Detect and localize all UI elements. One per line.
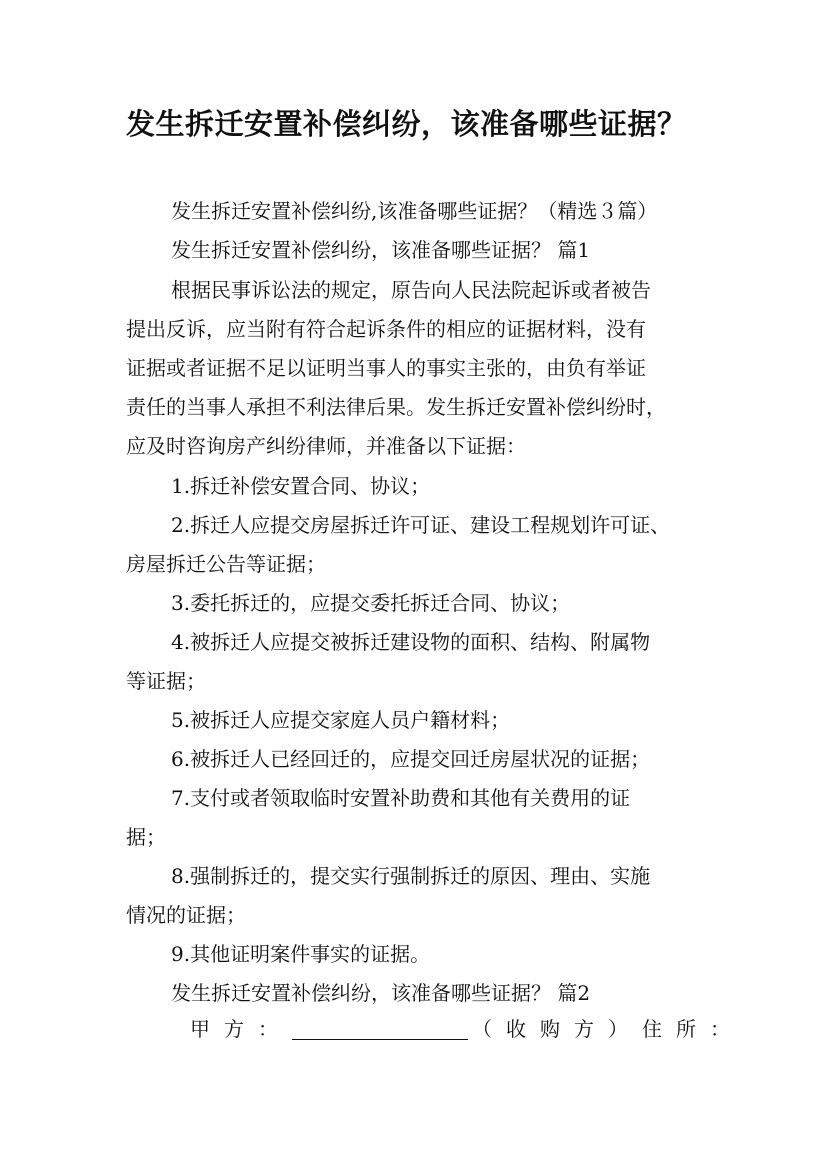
list-item: 2.拆迁人应提交房屋拆迁许可证、建设工程规划许可证、 bbox=[171, 513, 671, 537]
contract-party-line bbox=[190, 1015, 744, 1043]
section-heading-1: 发生拆迁安置补偿纠纷，该准备哪些证据？ 篇1 bbox=[171, 238, 591, 262]
paragraph-line: 根据民事诉讼法的规定，原告向人民法院起诉或者被告 bbox=[171, 278, 651, 302]
document-title: 发生拆迁安置补偿纠纷，该准备哪些证据？ bbox=[126, 107, 687, 141]
paragraph-line: 证据或者证据不足以证明当事人的事实主张的，由负有举证 bbox=[126, 356, 646, 380]
list-item: 4.被拆迁人应提交被拆迁建设物的面积、结构、附属物 bbox=[171, 630, 651, 654]
paragraph-line: 应及时咨询房产纠纷律师，并准备以下证据： bbox=[126, 434, 526, 458]
list-item: 7.支付或者领取临时安置补助费和其他有关费用的证 bbox=[171, 786, 631, 810]
list-item-continued: 房屋拆迁公告等证据； bbox=[126, 552, 326, 576]
section-heading-2: 发生拆迁安置补偿纠纷，该准备哪些证据？ 篇2 bbox=[171, 981, 591, 1005]
list-item: 3.委托拆迁的，应提交委托拆迁合同、协议； bbox=[171, 591, 571, 615]
list-item: 5.被拆迁人应提交家庭人员户籍材料； bbox=[171, 708, 511, 732]
paragraph-line: 责任的当事人承担不利法律后果。发生拆迁安置补偿纠纷时， bbox=[126, 395, 666, 419]
subtitle-line: 发生拆迁安置补偿纠纷,该准备哪些证据？（精选３篇） bbox=[171, 199, 658, 223]
list-item: 9.其他证明案件事实的证据。 bbox=[171, 942, 431, 966]
list-item-continued: 等证据； bbox=[126, 669, 206, 693]
list-item: 6.被拆迁人已经回迁的，应提交回迁房屋状况的证据； bbox=[171, 747, 651, 771]
list-item: 1.拆迁补偿安置合同、协议； bbox=[171, 474, 431, 498]
list-item-continued: 情况的证据； bbox=[126, 903, 246, 927]
party-a-label: 甲方： bbox=[190, 1017, 292, 1041]
list-item: 8.强制拆迁的，提交实行强制拆迁的原因、理由、实施 bbox=[171, 864, 651, 888]
list-item-continued: 据； bbox=[126, 825, 166, 849]
buyer-address-label: （收购方）住所： bbox=[472, 1017, 744, 1041]
paragraph-line: 提出反诉，应当附有符合起诉条件的相应的证据材料，没有 bbox=[126, 317, 646, 341]
party-a-blank bbox=[292, 1019, 468, 1040]
